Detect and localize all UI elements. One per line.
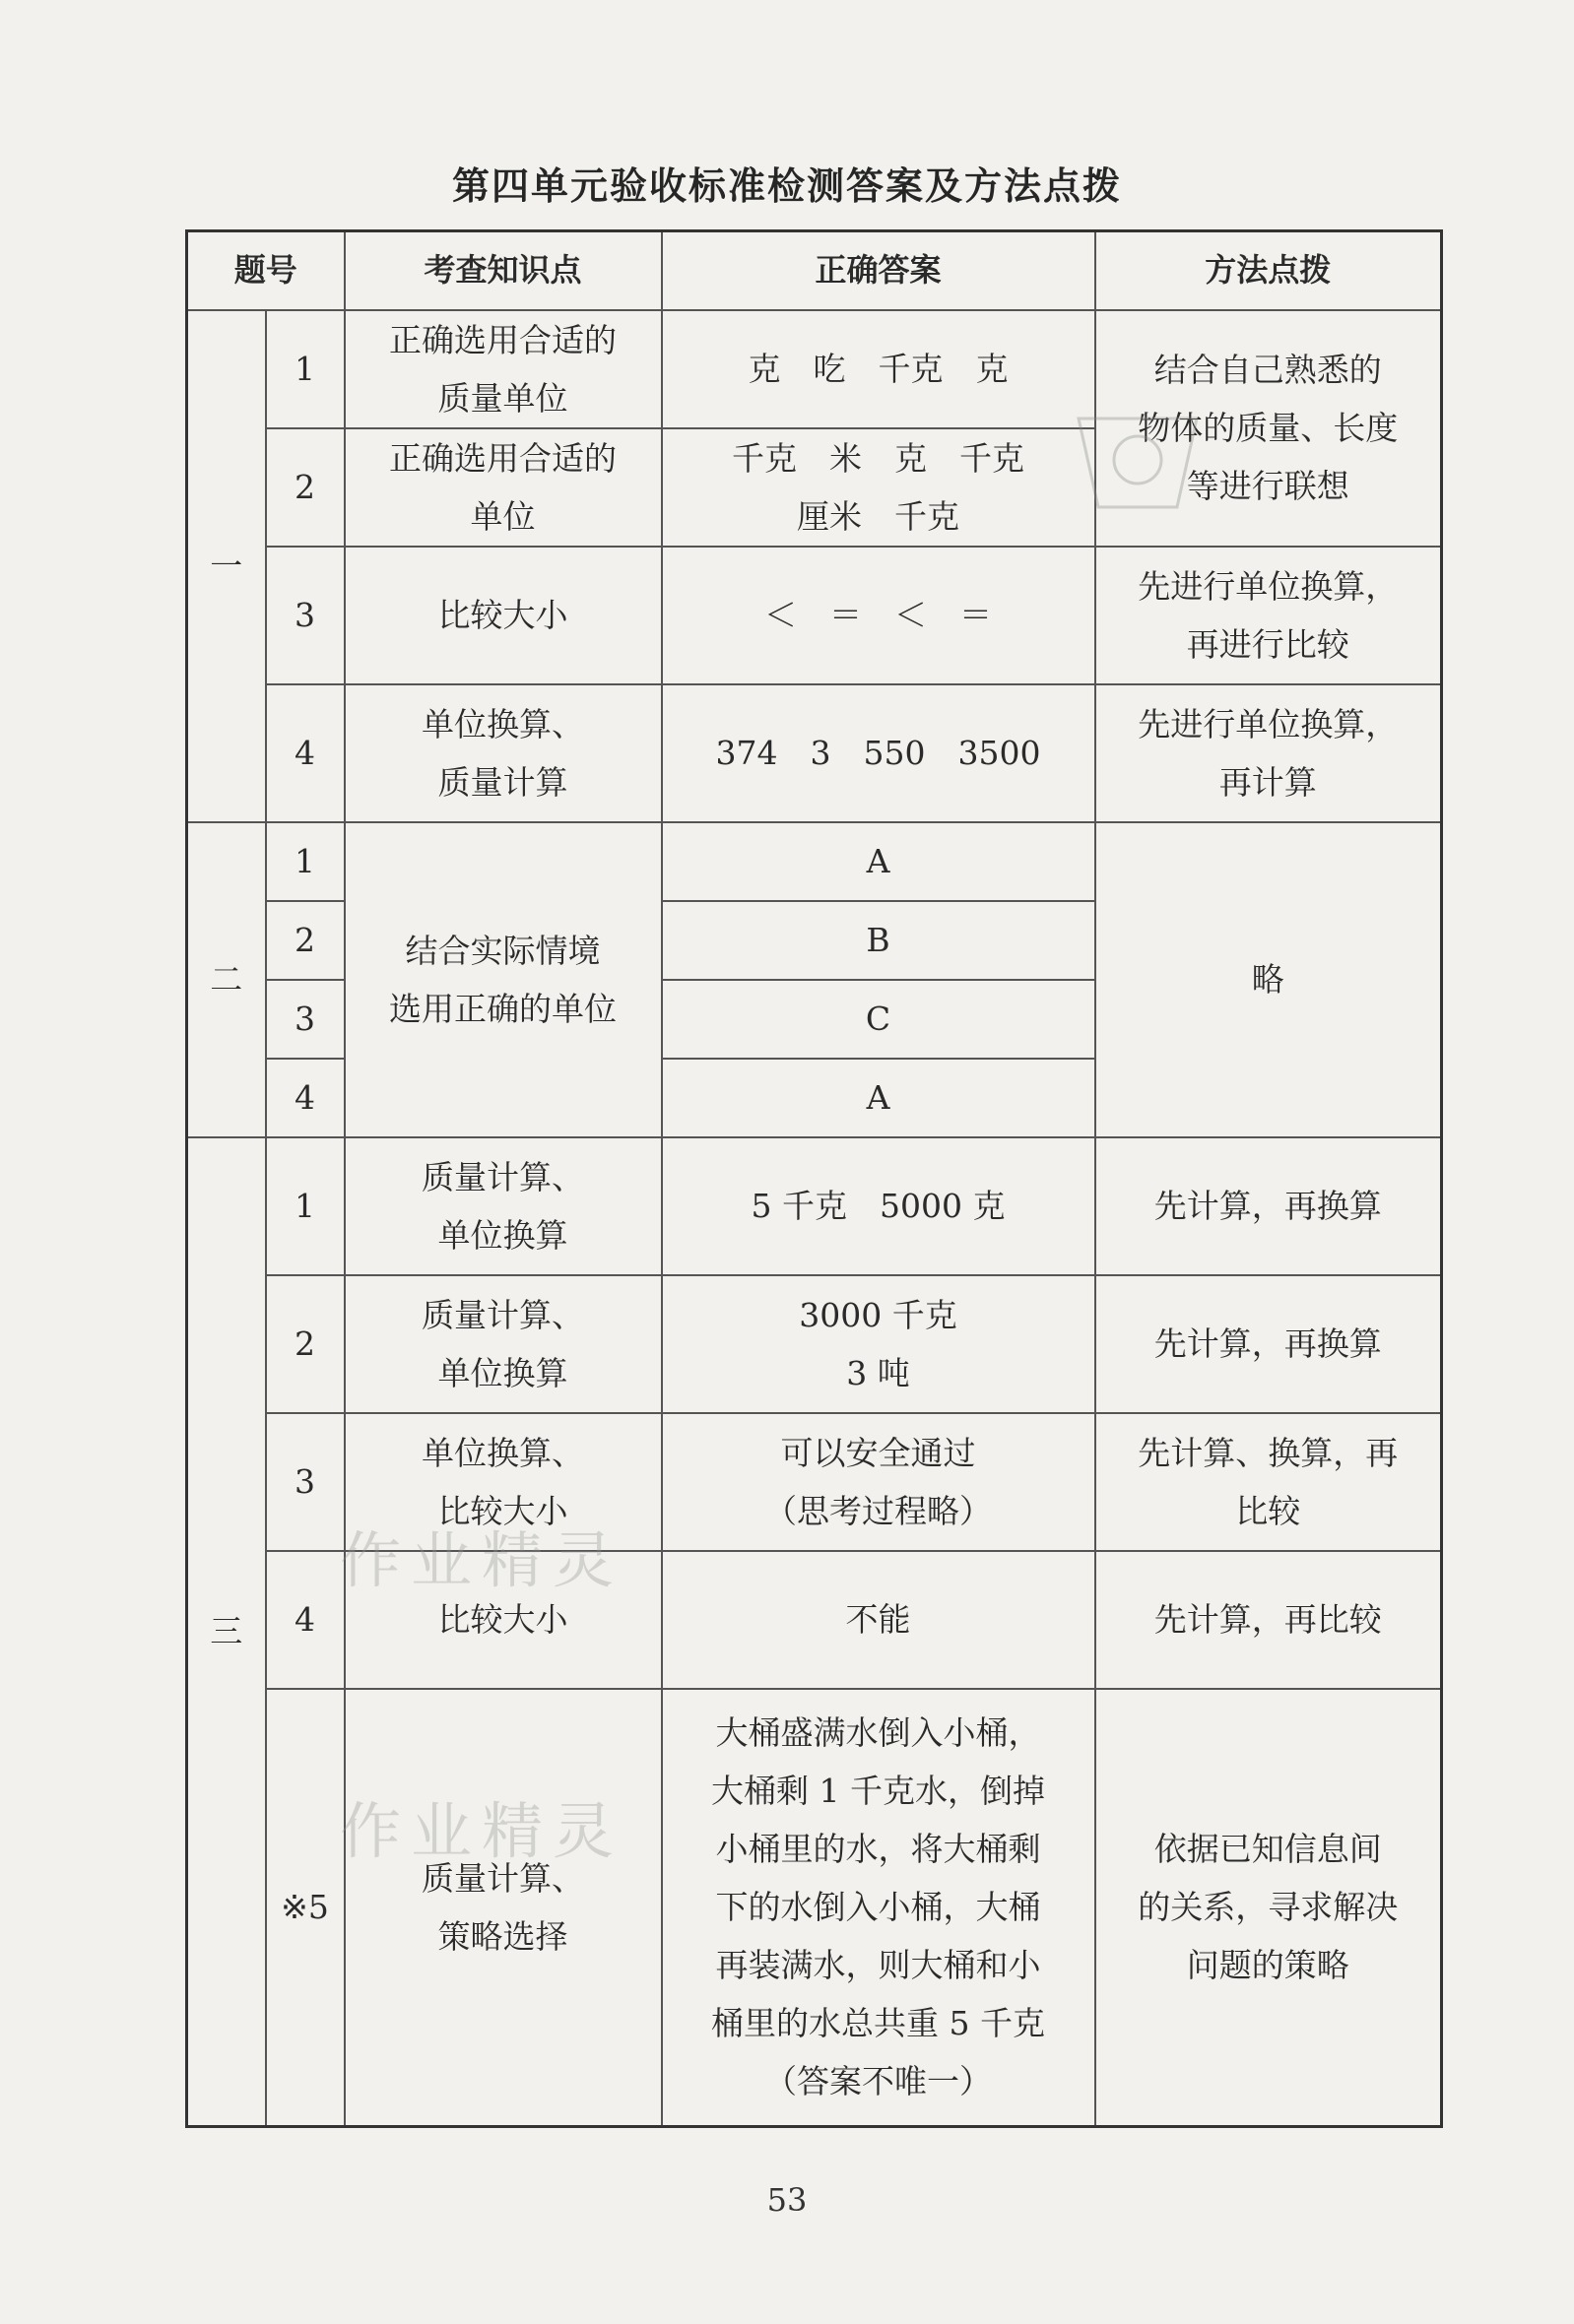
answer: 克 吃 千克 克 (662, 310, 1095, 428)
knowledge-point: 结合实际情境 选用正确的单位 (345, 822, 662, 1137)
table-row (187, 1413, 1442, 1551)
question-number: 4 (266, 684, 345, 822)
method: 先计算，再比较 (1095, 1551, 1442, 1689)
section-label: 二 (187, 822, 266, 1137)
table-row (187, 822, 1442, 901)
table-row (187, 1689, 1442, 2127)
question-number: 1 (266, 1137, 345, 1275)
knowledge-point: 正确选用合适的 质量单位 (345, 310, 662, 428)
answer-table (185, 229, 1443, 2128)
method: 先计算、换算，再 比较 (1095, 1413, 1442, 1551)
method: 结合自己熟悉的 物体的质量、长度 等进行联想 (1095, 310, 1442, 547)
method: 略 (1095, 822, 1442, 1137)
answer: 可以安全通过 （思考过程略） (662, 1413, 1095, 1551)
answer: A (662, 822, 1095, 901)
table-row (187, 547, 1442, 684)
question-number: 1 (266, 822, 345, 901)
method: 先进行单位换算， 再计算 (1095, 684, 1442, 822)
knowledge-point: 质量计算、 单位换算 (345, 1137, 662, 1275)
knowledge-point: 单位换算、 比较大小 (345, 1413, 662, 1551)
method: 先计算，再换算 (1095, 1137, 1442, 1275)
answer: B (662, 901, 1095, 980)
table-row (187, 1551, 1442, 1689)
section-label: 三 (187, 1137, 266, 2127)
answer: 3000 千克 3 吨 (662, 1275, 1095, 1413)
method: 先进行单位换算， 再进行比较 (1095, 547, 1442, 684)
question-number: 2 (266, 901, 345, 980)
question-number: 2 (266, 1275, 345, 1413)
knowledge-point: 质量计算、 单位换算 (345, 1275, 662, 1413)
table-row (187, 1275, 1442, 1413)
knowledge-point: 比较大小 (345, 1551, 662, 1689)
table-row (187, 1137, 1442, 1275)
header-row (187, 231, 1442, 310)
question-number: 2 (266, 428, 345, 547)
knowledge-point: 比较大小 (345, 547, 662, 684)
answer: 5 千克 5000 克 (662, 1137, 1095, 1275)
answer: 374 3 550 3500 (662, 684, 1095, 822)
method: 先计算，再换算 (1095, 1275, 1442, 1413)
header-method: 方法点拨 (1095, 231, 1442, 310)
header-question-number: 题号 (187, 231, 345, 310)
table-row (187, 684, 1442, 822)
answer: C (662, 980, 1095, 1059)
answer: A (662, 1059, 1095, 1137)
knowledge-point: 正确选用合适的 单位 (345, 428, 662, 547)
question-number: 3 (266, 1413, 345, 1551)
question-number: 4 (266, 1551, 345, 1689)
answer: 不能 (662, 1551, 1095, 1689)
table-row (187, 310, 1442, 428)
question-number: 3 (266, 547, 345, 684)
answer: 大桶盛满水倒入小桶， 大桶剩 1 千克水，倒掉 小桶里的水，将大桶剩 下的水倒入小桶，大桶 再装满水，则大桶和小 桶里的水总共重 5 千克 （答案不唯一） (662, 1689, 1095, 2127)
watermark: 作业精灵 (340, 1524, 624, 1596)
knowledge-point: 质量计算、 策略选择 (345, 1689, 662, 2127)
question-number: 3 (266, 980, 345, 1059)
header-correct-answer: 正确答案 (662, 231, 1095, 310)
method: 依据已知信息间 的关系，寻求解决 问题的策略 (1095, 1689, 1442, 2127)
answer: 千克 米 克 千克 厘米 千克 (662, 428, 1095, 547)
page-number: 53 (766, 2181, 808, 2219)
page-title: 第四单元验收标准检测答案及方法点拨 (451, 164, 1122, 208)
header-knowledge-point: 考查知识点 (345, 231, 662, 310)
question-number: ※5 (266, 1689, 345, 2127)
watermark: 作业精灵 (340, 1795, 624, 1867)
question-number: 1 (266, 310, 345, 428)
answer: ＜ ＝ ＜ ＝ (662, 547, 1095, 684)
knowledge-point: 单位换算、 质量计算 (345, 684, 662, 822)
question-number: 4 (266, 1059, 345, 1137)
section-label: 一 (187, 310, 266, 822)
